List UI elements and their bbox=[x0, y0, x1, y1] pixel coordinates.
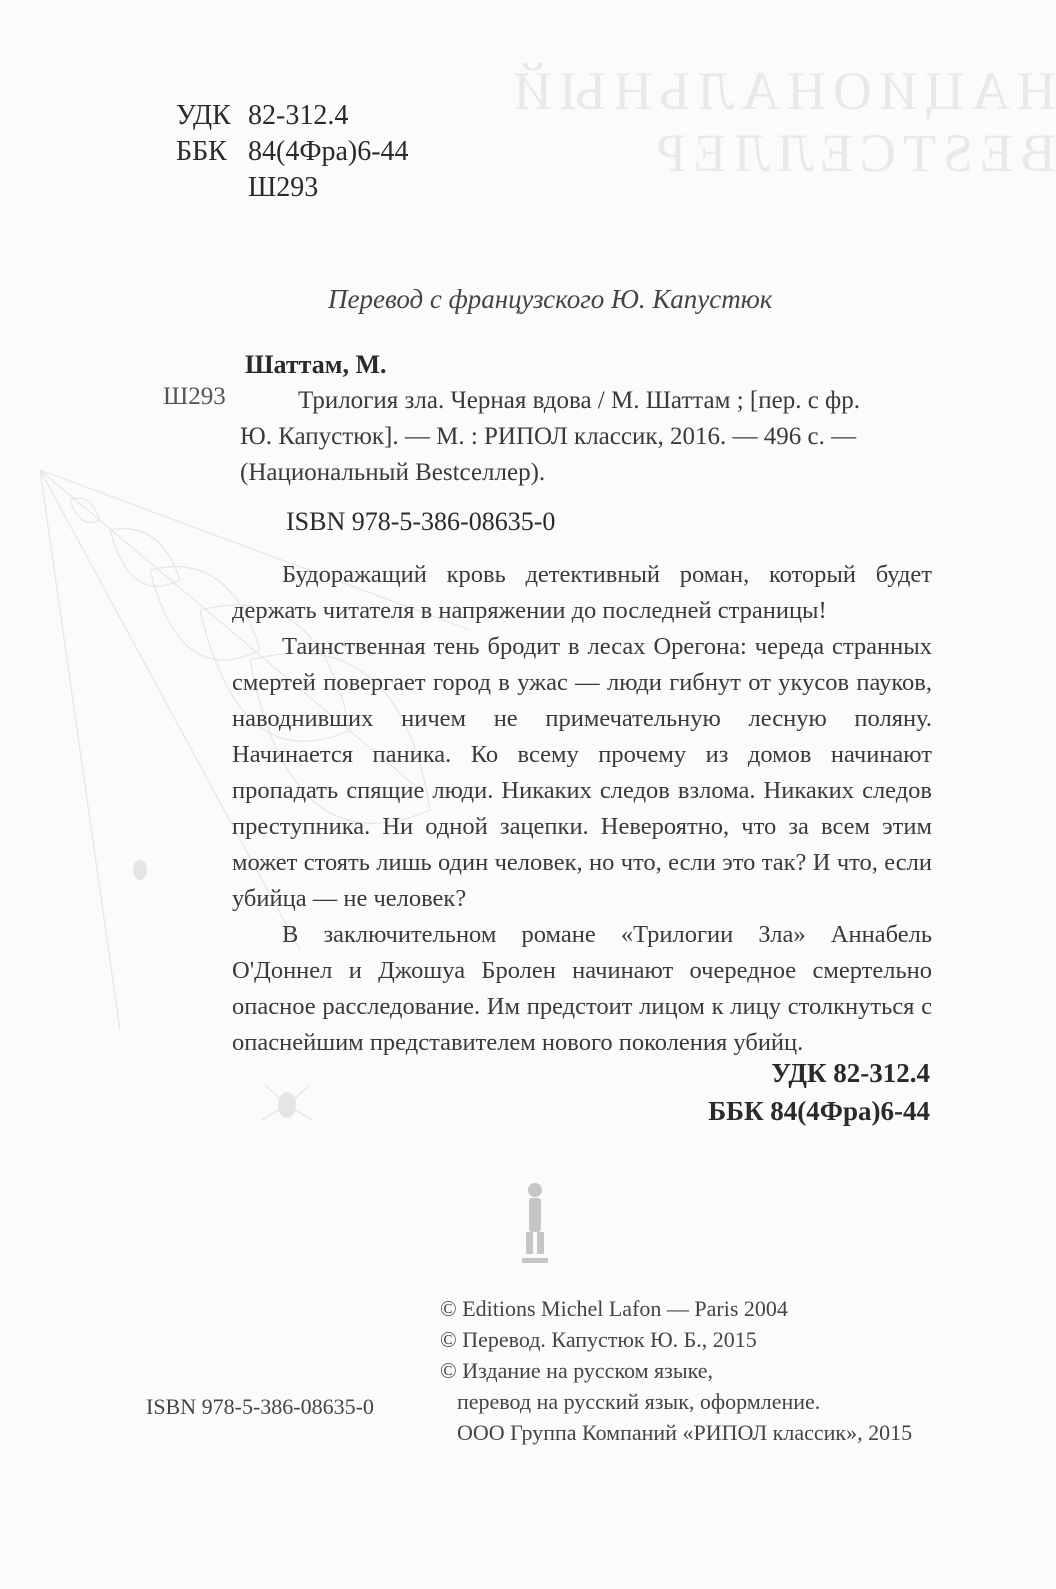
bbk-label: ББК bbox=[176, 136, 227, 167]
author-heading: Шаттам, М. bbox=[245, 350, 387, 379]
bbk-top bbox=[176, 136, 409, 168]
translator-note: Перевод с французского Ю. Капустюк bbox=[328, 284, 773, 314]
isbn-bottom: ISBN 978-5-386-08635-0 bbox=[146, 1394, 374, 1419]
annotation bbox=[232, 557, 932, 1061]
biblio-line-2: Ю. Капустюк]. — М. : РИПОЛ классик, 2016. — 496 с. — bbox=[240, 423, 857, 450]
biblio-line-1: Трилогия зла. Черная вдова / М. Шаттам ; [пер. с фр. bbox=[298, 387, 860, 414]
copyright-line-1: © Editions Michel Lafon — Paris 2004 bbox=[440, 1296, 788, 1321]
author-code-top: Ш293 bbox=[248, 172, 319, 203]
annotation-paragraph-2: Таинственная тень бродит в лесах Орегона: череда странных смертей повергает город в ужас — люди гибнут от укусов пауков, наводнивших ничем не примечательную лесную поляну. Начинается паника. Ко всему прочему из домов начинают пропадать спящие люди. Никаких следов взлома. Никаких следов преступника. Ни одной зацепки. Невероятно, что за всем этим может стоять лишь один человек, но что, если это так? И что, если убийца — не человек? bbox=[232, 633, 932, 912]
udk-label: УДК bbox=[176, 100, 231, 131]
copyright-line-5: ООО Группа Компаний «РИПОЛ классик», 2015 bbox=[457, 1420, 913, 1445]
isbn-main: ISBN 978-5-386-08635-0 bbox=[286, 507, 556, 536]
biblio-line-3: (Национальный Bestселлер). bbox=[240, 459, 546, 486]
bbk-bottom: ББК 84(4Фра)6-44 bbox=[708, 1096, 930, 1126]
bbk-value: 84(4Фра)6-44 bbox=[248, 136, 409, 167]
bibliographic-record bbox=[240, 383, 945, 491]
copyright-line-2: © Перевод. Капустюк Ю. Б., 2015 bbox=[440, 1327, 757, 1352]
show-through-text: НАЦИОНАЛЬНЫЙ BESTСЕЛЛЕР bbox=[506, 61, 1056, 183]
udk-top bbox=[176, 100, 348, 132]
copyright-line-3: © Издание на русском языке, bbox=[440, 1358, 714, 1383]
udk-value: 82-312.4 bbox=[248, 100, 349, 131]
publisher-logo bbox=[500, 1178, 570, 1268]
annotation-paragraph-1: Будоражащий кровь детективный роман, который будет держать читателя в напряжении до последней страницы! bbox=[232, 561, 932, 624]
annotation-paragraph-3: В заключительном романе «Трилогии Зла» Аннабель О'Доннел и Джошуа Бролен начинают очередное смертельно опасное расследование. Им предстоит лицом к лицу столкнуться с опаснейшим представителем нового поколения убийц. bbox=[232, 921, 932, 1056]
copyright-block bbox=[440, 1293, 912, 1448]
udk-bottom: УДК 82-312.4 bbox=[771, 1058, 930, 1088]
copyright-line-4: перевод на русский язык, оформление. bbox=[457, 1389, 821, 1414]
shelf-code: Ш293 bbox=[163, 383, 226, 410]
